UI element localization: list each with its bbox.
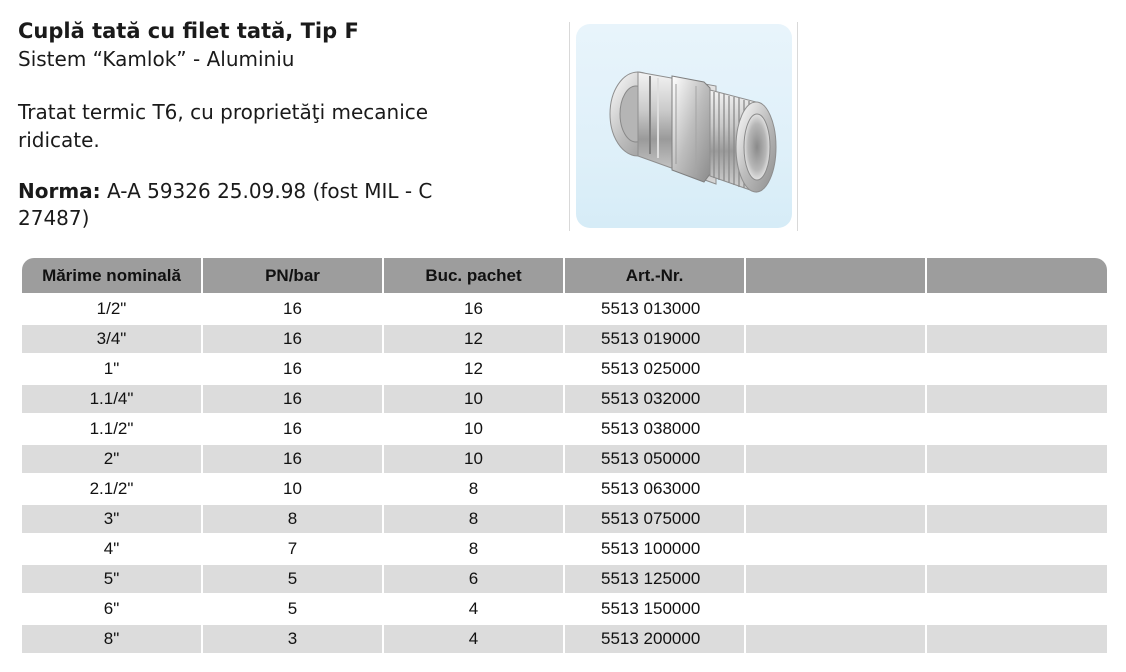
product-table (22, 258, 1107, 653)
cell-empty-2 (926, 534, 1107, 564)
cell-article-number: 5513 019000 (564, 324, 745, 354)
table-row (22, 354, 1107, 384)
cell-article-number: 5513 025000 (564, 354, 745, 384)
header-pressure: PN/bar (202, 258, 383, 294)
cell-article-number: 5513 032000 (564, 384, 745, 414)
cell-pressure: 8 (202, 504, 383, 534)
header-nominal-size: Mărime nominală (22, 258, 202, 294)
cell-empty-2 (926, 384, 1107, 414)
cell-pressure: 5 (202, 594, 383, 624)
cell-empty-1 (745, 294, 926, 324)
cell-empty-2 (926, 564, 1107, 594)
product-description: Tratat termic T6, cu proprietăţi mecanice ridicate. (18, 100, 429, 152)
cell-empty-2 (926, 624, 1107, 653)
cell-empty-1 (745, 414, 926, 444)
specs-table (22, 258, 1107, 653)
cell-pack-quantity: 4 (383, 624, 564, 653)
cell-pressure: 16 (202, 294, 383, 324)
table-header-row (22, 258, 1107, 294)
cell-nominal-size: 4" (22, 534, 202, 564)
cell-nominal-size: 3/4" (22, 324, 202, 354)
cell-pack-quantity: 6 (383, 564, 564, 594)
cell-pack-quantity: 8 (383, 474, 564, 504)
cell-pack-quantity: 10 (383, 384, 564, 414)
cell-empty-1 (745, 564, 926, 594)
cell-pack-quantity: 16 (383, 294, 564, 324)
cell-nominal-size: 8" (22, 624, 202, 653)
cell-pressure: 16 (202, 414, 383, 444)
header-empty-2 (926, 258, 1107, 294)
cell-pressure: 10 (202, 474, 383, 504)
table-body (22, 294, 1107, 653)
norm-label: Norma: (18, 179, 101, 203)
cell-nominal-size: 2.1/2" (22, 474, 202, 504)
cell-article-number: 5513 050000 (564, 444, 745, 474)
cell-pack-quantity: 10 (383, 444, 564, 474)
cell-empty-2 (926, 414, 1107, 444)
cell-empty-1 (745, 444, 926, 474)
cell-nominal-size: 3" (22, 504, 202, 534)
cell-pack-quantity: 10 (383, 414, 564, 444)
cell-empty-2 (926, 294, 1107, 324)
product-norm (18, 178, 488, 232)
table-row (22, 294, 1107, 324)
table-row (22, 474, 1107, 504)
table-row (22, 414, 1107, 444)
cell-pack-quantity: 12 (383, 354, 564, 384)
header-pack-quantity: Buc. pachet (383, 258, 564, 294)
norm-value: A-A 59326 25.09.98 (fost MIL - C 27487) (18, 179, 433, 230)
cell-empty-2 (926, 324, 1107, 354)
cell-empty-2 (926, 444, 1107, 474)
cell-nominal-size: 1" (22, 354, 202, 384)
product-subtitle: Sistem “Kamlok” - Aluminiu (18, 47, 295, 71)
cell-pressure: 16 (202, 324, 383, 354)
cell-empty-1 (745, 324, 926, 354)
product-image-frame (569, 22, 798, 231)
table-row (22, 564, 1107, 594)
cell-nominal-size: 2" (22, 444, 202, 474)
cell-empty-2 (926, 474, 1107, 504)
cell-empty-1 (745, 474, 926, 504)
cell-pressure: 16 (202, 384, 383, 414)
cell-pack-quantity: 8 (383, 534, 564, 564)
table-row (22, 534, 1107, 564)
header-article-number: Art.-Nr. (564, 258, 745, 294)
cell-pressure: 7 (202, 534, 383, 564)
cell-article-number: 5513 200000 (564, 624, 745, 653)
cell-pressure: 16 (202, 444, 383, 474)
cell-empty-1 (745, 354, 926, 384)
cell-empty-1 (745, 534, 926, 564)
cell-pressure: 5 (202, 564, 383, 594)
camlock-coupling-icon (576, 24, 792, 228)
cell-article-number: 5513 125000 (564, 564, 745, 594)
cell-pack-quantity: 8 (383, 504, 564, 534)
cell-empty-2 (926, 354, 1107, 384)
table-row (22, 504, 1107, 534)
cell-article-number: 5513 100000 (564, 534, 745, 564)
product-image (576, 24, 792, 228)
product-title: Cuplă tată cu filet tată, Tip F (18, 19, 359, 43)
cell-article-number: 5513 063000 (564, 474, 745, 504)
table-row (22, 324, 1107, 354)
cell-article-number: 5513 013000 (564, 294, 745, 324)
cell-empty-1 (745, 594, 926, 624)
cell-nominal-size: 1/2" (22, 294, 202, 324)
cell-pressure: 16 (202, 354, 383, 384)
cell-article-number: 5513 150000 (564, 594, 745, 624)
header-empty-1 (745, 258, 926, 294)
cell-empty-1 (745, 624, 926, 653)
cell-nominal-size: 1.1/2" (22, 414, 202, 444)
cell-nominal-size: 5" (22, 564, 202, 594)
cell-pack-quantity: 12 (383, 324, 564, 354)
cell-nominal-size: 1.1/4" (22, 384, 202, 414)
table-row (22, 444, 1107, 474)
cell-nominal-size: 6" (22, 594, 202, 624)
cell-pressure: 3 (202, 624, 383, 653)
cell-article-number: 5513 038000 (564, 414, 745, 444)
cell-empty-2 (926, 504, 1107, 534)
cell-empty-1 (745, 504, 926, 534)
table-row (22, 624, 1107, 653)
cell-empty-2 (926, 594, 1107, 624)
cell-pack-quantity: 4 (383, 594, 564, 624)
table-row (22, 384, 1107, 414)
cell-empty-1 (745, 384, 926, 414)
cell-article-number: 5513 075000 (564, 504, 745, 534)
table-row (22, 594, 1107, 624)
